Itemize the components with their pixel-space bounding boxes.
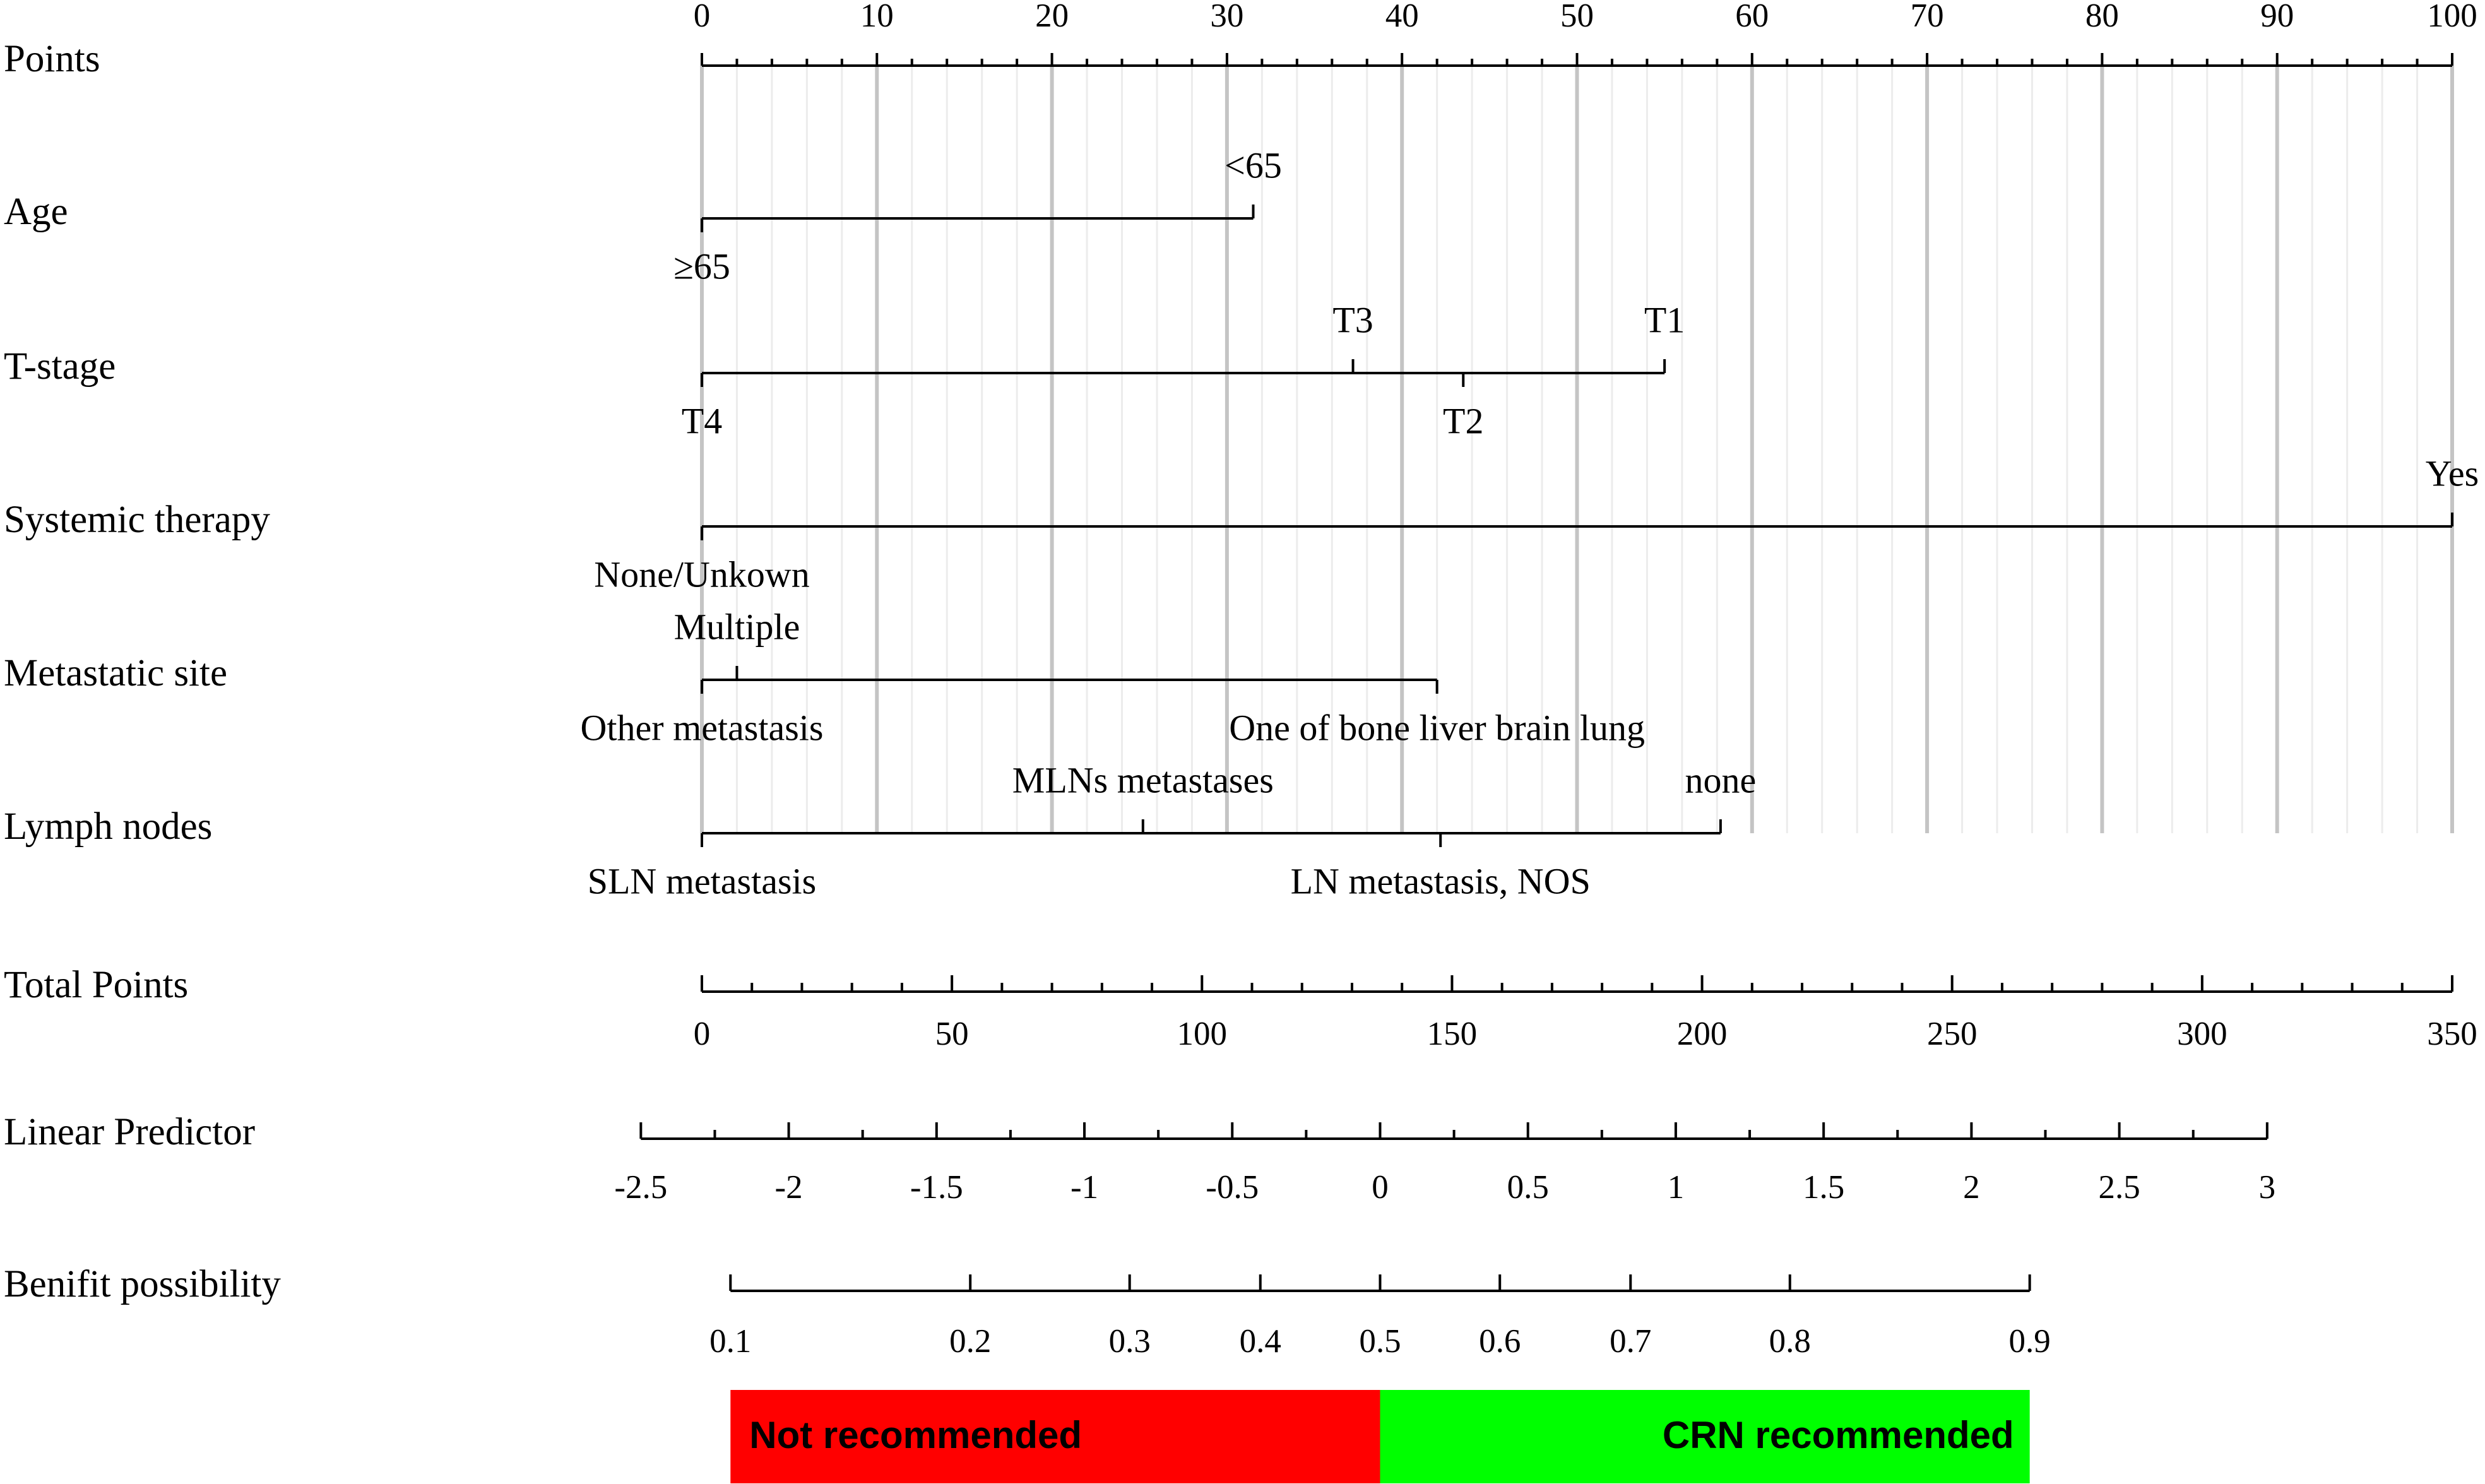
benefit-possibility-tick-label-0.9: 0.9: [2008, 1323, 2051, 1360]
linear-predictor-tick-label--2.5: -2.5: [614, 1169, 668, 1206]
total-points-tick-label-0: 0: [693, 1016, 711, 1053]
points-tick-label-90: 90: [2260, 0, 2294, 35]
row-label-total-points: Total Points: [4, 964, 189, 1006]
row-label-benefit-possibility: Benifit possibility: [4, 1263, 281, 1305]
total-points-tick-label-300: 300: [2177, 1016, 2227, 1053]
systemic-therapy-level-label-0: None/Unkown: [594, 554, 810, 595]
benefit-possibility-tick-label-0.4: 0.4: [1239, 1323, 1281, 1360]
age-level-label-1: ≥65: [673, 246, 730, 287]
benefit-possibility-tick-label-0.1: 0.1: [709, 1323, 752, 1360]
points-tick-label-80: 80: [2085, 0, 2119, 35]
band-label-crn-recommended: CRN recommended: [1662, 1413, 2014, 1456]
benefit-possibility-tick-label-0.5: 0.5: [1359, 1323, 1401, 1360]
benefit-possibility-tick-label-0.8: 0.8: [1769, 1323, 1811, 1360]
lymph-nodes-level-label-3: none: [1685, 759, 1757, 801]
linear-predictor-tick-label-0: 0: [1372, 1169, 1389, 1206]
linear-predictor-tick-label-2: 2: [1963, 1169, 1980, 1206]
points-tick-label-30: 30: [1210, 0, 1244, 35]
t-stage-level-label-2: T2: [1443, 400, 1484, 442]
points-tick-label-50: 50: [1560, 0, 1594, 35]
total-points-tick-label-250: 250: [1926, 1016, 1978, 1053]
linear-predictor-tick-label-1: 1: [1667, 1169, 1685, 1206]
t-stage-level-label-3: T1: [1644, 299, 1685, 341]
linear-predictor-tick-label-2.5: 2.5: [2098, 1169, 2140, 1206]
band-label-not-recommended: Not recommended: [749, 1413, 1082, 1456]
total-points-tick-label-50: 50: [935, 1016, 969, 1053]
points-tick-label-60: 60: [1735, 0, 1769, 35]
total-points-tick-label-150: 150: [1426, 1016, 1478, 1053]
age-level-label-0: <65: [1225, 145, 1282, 186]
metastatic-site-level-label-0: Other metastasis: [580, 707, 824, 749]
systemic-therapy-level-label-1: Yes: [2425, 453, 2479, 494]
row-label-linear-predictor: Linear Predictor: [4, 1111, 256, 1153]
metastatic-site-level-label-2: One of bone liver brain lung: [1229, 707, 1646, 749]
points-tick-label-10: 10: [860, 0, 894, 35]
points-tick-label-70: 70: [1910, 0, 1944, 35]
row-label-age: Age: [4, 191, 68, 233]
row-label-metastatic-site: Metastatic site: [4, 652, 228, 694]
points-tick-label-40: 40: [1385, 0, 1419, 35]
benefit-possibility-tick-label-0.2: 0.2: [949, 1323, 992, 1360]
points-tick-label-100: 100: [2427, 0, 2477, 35]
row-label-points: Points: [4, 38, 100, 80]
total-points-tick-label-350: 350: [2427, 1016, 2477, 1053]
linear-predictor-tick-label-1.5: 1.5: [1803, 1169, 1845, 1206]
total-points-tick-label-100: 100: [1177, 1016, 1228, 1053]
linear-predictor-tick-label--0.5: -0.5: [1206, 1169, 1259, 1206]
total-points-tick-label-200: 200: [1676, 1016, 1728, 1053]
lymph-nodes-level-label-0: SLN metastasis: [587, 860, 817, 902]
metastatic-site-level-label-1: Multiple: [673, 606, 800, 648]
lymph-nodes-level-label-1: MLNs metastases: [1012, 759, 1274, 801]
points-tick-label-0: 0: [693, 0, 711, 35]
t-stage-level-label-1: T3: [1332, 299, 1373, 341]
t-stage-level-label-0: T4: [681, 400, 723, 442]
benefit-possibility-tick-label-0.6: 0.6: [1479, 1323, 1521, 1360]
benefit-possibility-tick-label-0.7: 0.7: [1610, 1323, 1652, 1360]
linear-predictor-tick-label-3: 3: [2258, 1169, 2276, 1206]
linear-predictor-tick-label--2: -2: [774, 1169, 803, 1206]
linear-predictor-tick-label--1.5: -1.5: [910, 1169, 963, 1206]
row-label-t-stage: T-stage: [4, 345, 116, 388]
lymph-nodes-level-label-2: LN metastasis, NOS: [1290, 860, 1591, 902]
points-tick-label-20: 20: [1035, 0, 1069, 35]
linear-predictor-tick-label--1: -1: [1070, 1169, 1099, 1206]
benefit-possibility-tick-label-0.3: 0.3: [1108, 1323, 1151, 1360]
row-label-lymph-nodes: Lymph nodes: [4, 805, 213, 848]
row-label-systemic-therapy: Systemic therapy: [4, 499, 270, 541]
linear-predictor-tick-label-0.5: 0.5: [1507, 1169, 1549, 1206]
